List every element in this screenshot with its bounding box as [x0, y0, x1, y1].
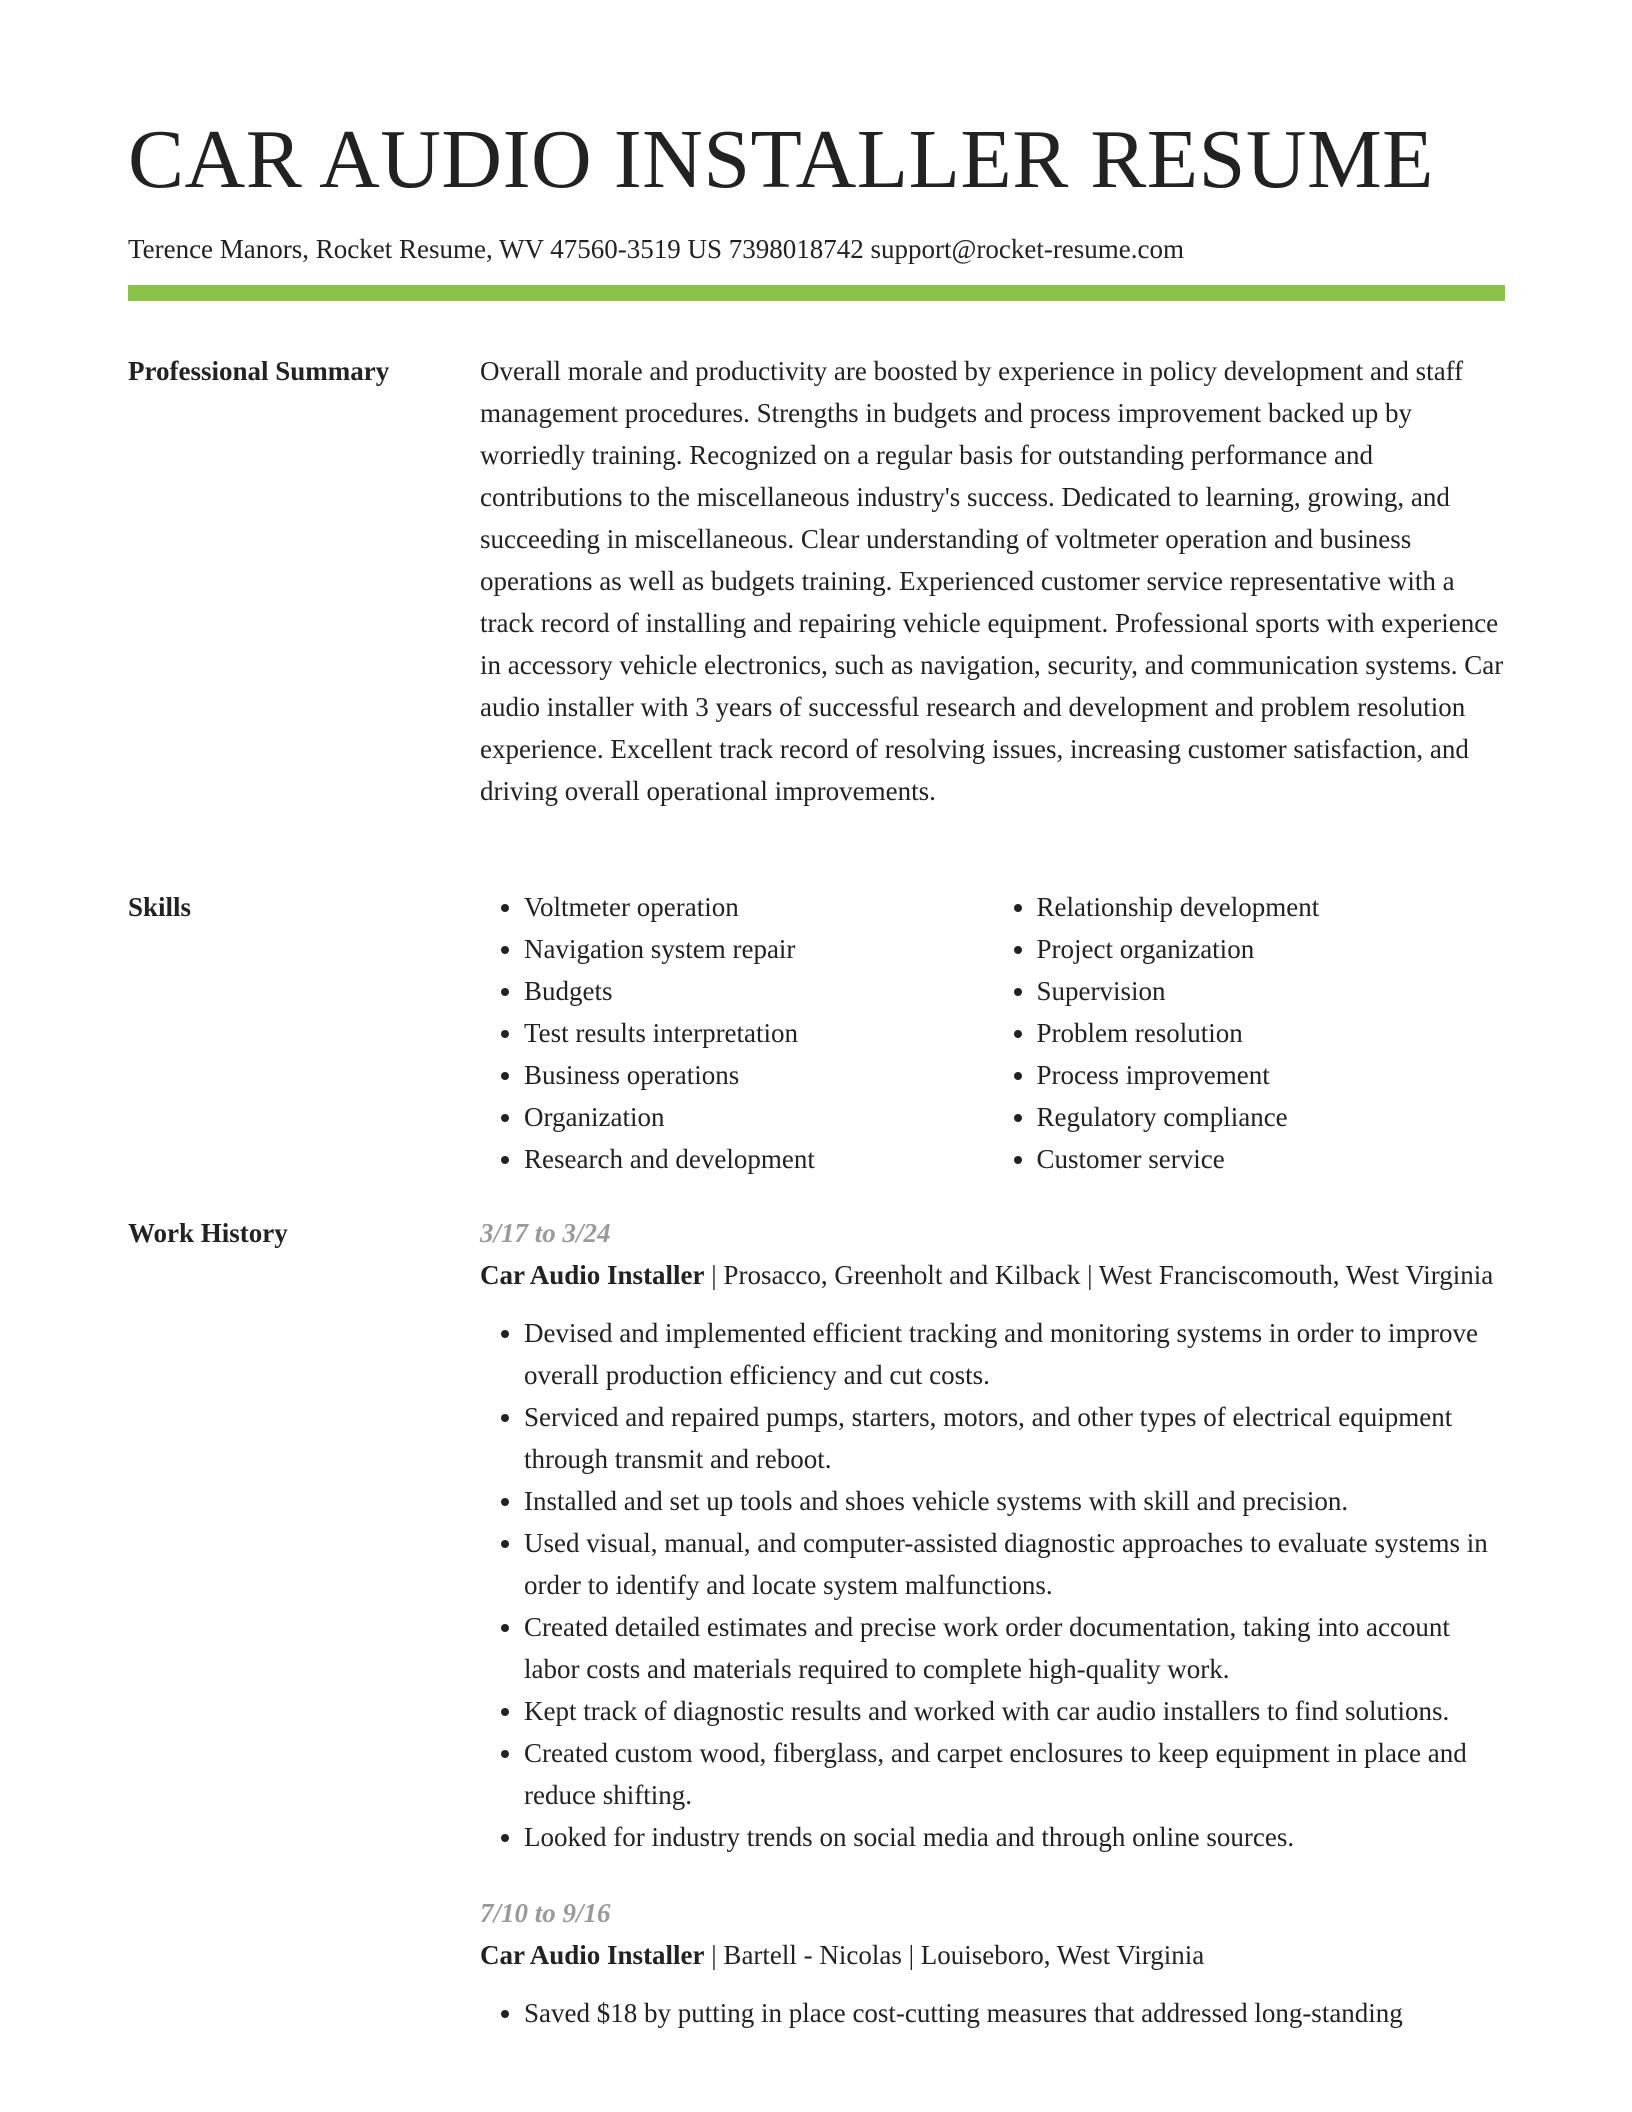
contact-line: Terence Manors, Rocket Resume, WV 47560-3519 US 7398018742 support@rocket-resume.com — [128, 234, 1185, 264]
skills-list-left — [480, 886, 993, 1180]
header-divider — [128, 285, 1505, 301]
work-history-label: Work History — [128, 1218, 288, 1248]
job-bullet: • Looked for industry trends on social media and through online sources. — [524, 1816, 1505, 1858]
skill-item: • Research and development — [524, 1138, 993, 1180]
skills-label: Skills — [128, 892, 192, 922]
skill-item: • Relationship development — [1037, 886, 1506, 928]
skills-body — [480, 886, 1505, 1180]
job-heading — [480, 1934, 1505, 1976]
job-details: | Prosacco, Greenholt and Kilback | West Franciscomouth, West Virginia — [704, 1260, 1494, 1290]
job-entry — [480, 1892, 1505, 2034]
resume-title: CAR AUDIO INSTALLER RESUME — [128, 113, 1434, 206]
skill-item: • Problem resolution — [1037, 1012, 1506, 1054]
skill-item: • Customer service — [1037, 1138, 1506, 1180]
job-bullet: • Created custom wood, fiberglass, and carpet enclosures to keep equipment in place and reduce shifting. — [524, 1732, 1505, 1816]
summary-text: Overall morale and productivity are boosted by experience in policy development and staff management procedures. Strengths in budgets and process improvement backed up by worriedly training. Recognized on a regular basis for outstanding performance and contributions to the miscellaneous industry's success. Dedicated to learning, growing, and succeeding in miscellaneous. Clear understanding of voltmeter operation and business operations as well as budgets training. Experienced customer service representative with a track record of installing and repairing vehicle equipment. Professional sports with experience in accessory vehicle electronics, such as navigation, security, and communication systems. Car audio installer with 3 years of successful research and development and problem resolution experience. Excellent track record of resolving issues, increasing customer satisfaction, and driving overall operational improvements. — [480, 356, 1504, 806]
skill-item: • Navigation system repair — [524, 928, 993, 970]
job-details: | Bartell - Nicolas | Louiseboro, West Virginia — [704, 1940, 1205, 1970]
job-bullet: • Installed and set up tools and shoes vehicle systems with skill and precision. — [524, 1480, 1505, 1522]
skill-item: • Process improvement — [1037, 1054, 1506, 1096]
job-dates: 3/17 to 3/24 — [480, 1218, 611, 1248]
job-bullet-list — [480, 1992, 1505, 2034]
summary-label: Professional Summary — [128, 356, 390, 386]
job-bullet: • Serviced and repaired pumps, starters, motors, and other types of electrical equipment through transmit and reboot. — [524, 1396, 1505, 1480]
skill-item: • Budgets — [524, 970, 993, 1012]
job-bullet: • Saved $18 by putting in place cost-cutting measures that addressed long-standing — [524, 1992, 1505, 2034]
skill-item: • Organization — [524, 1096, 993, 1138]
job-bullet: • Kept track of diagnostic results and worked with car audio installers to find solutions. — [524, 1690, 1505, 1732]
work-history-body — [480, 1212, 1505, 2034]
skill-item: • Test results interpretation — [524, 1012, 993, 1054]
skills-list-right — [993, 886, 1506, 1180]
job-bullet: • Devised and implemented efficient tracking and monitoring systems in order to improve overall production efficiency and cut costs. — [524, 1312, 1505, 1396]
job-heading — [480, 1254, 1505, 1296]
job-dates: 7/10 to 9/16 — [480, 1898, 611, 1928]
skill-item: • Business operations — [524, 1054, 993, 1096]
job-bullet: • Created detailed estimates and precise work order documentation, taking into account labor costs and materials required to complete high-quality work. — [524, 1606, 1505, 1690]
skill-item: • Voltmeter operation — [524, 886, 993, 928]
skills-columns — [480, 886, 1505, 1180]
job-bullet-list — [480, 1312, 1505, 1858]
summary-body — [480, 350, 1505, 812]
job-title: Car Audio Installer — [480, 1260, 705, 1290]
job-bullet: • Used visual, manual, and computer-assisted diagnostic approaches to evaluate systems in order to identify and locate system malfunctions. — [524, 1522, 1505, 1606]
job-title: Car Audio Installer — [480, 1940, 705, 1970]
skill-item: • Supervision — [1037, 970, 1506, 1012]
skill-item: • Regulatory compliance — [1037, 1096, 1506, 1138]
job-entry — [480, 1212, 1505, 1858]
skill-item: • Project organization — [1037, 928, 1506, 970]
